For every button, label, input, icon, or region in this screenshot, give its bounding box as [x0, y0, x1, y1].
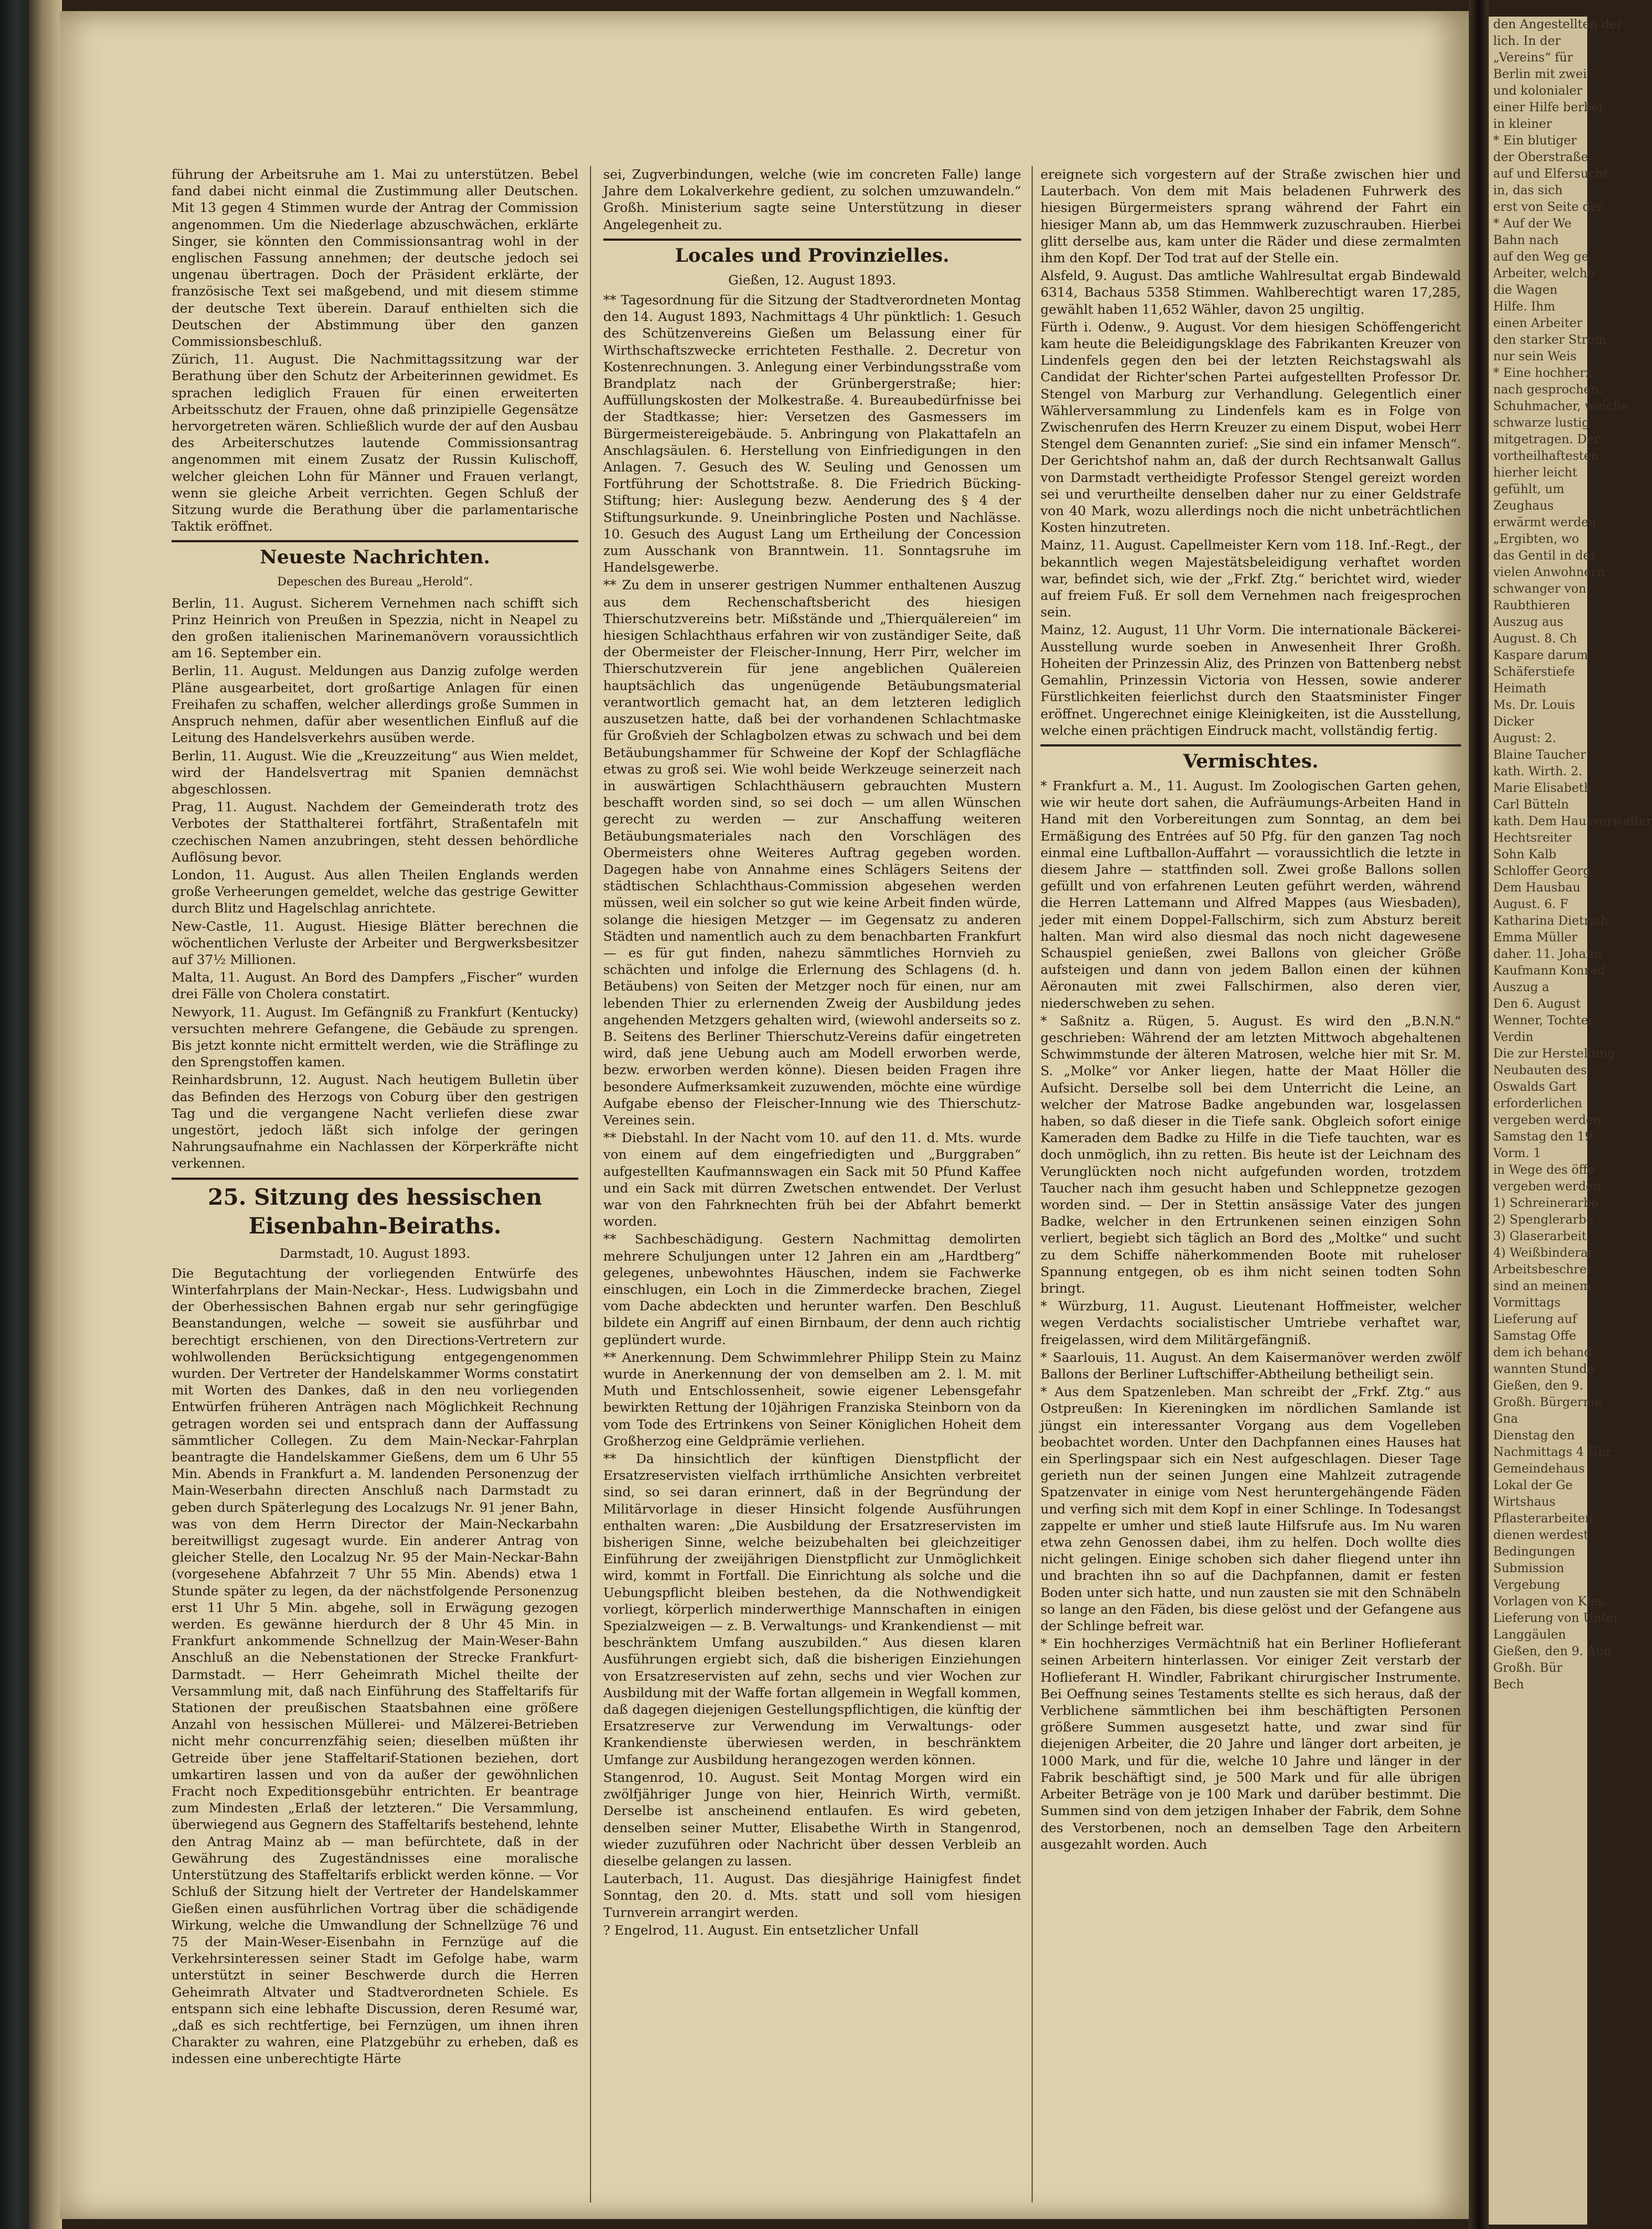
facing-page-line: in, das sich [1493, 184, 1563, 198]
facing-page-line: schwarze lustig [1493, 416, 1590, 430]
facing-page-line: „Ergibten, wo [1493, 532, 1580, 546]
facing-page-line: „Vereins“ für [1493, 51, 1573, 65]
facing-page-line: Auszug aus [1493, 615, 1563, 629]
facing-page-fragment [1489, 17, 1652, 2225]
facing-page-line: Vorm. 1 [1493, 1147, 1541, 1160]
facing-page-line: der Oberstraße [1493, 151, 1588, 164]
facing-page-line: erst von Seite der [1493, 200, 1604, 214]
local-item: ? Engelrod, 11. August. Ein entsetzlicher Unfall [603, 1922, 919, 1938]
facing-page-line: Lieferung auf [1493, 1313, 1577, 1326]
facing-page-line: mitgetragen. Der [1493, 433, 1600, 447]
section-rule [172, 1178, 578, 1180]
facing-page-line: in kleiner [1493, 117, 1552, 131]
local-item: ** Anerkennung. Dem Schwimmlehrer Philipp Stein zu Mainz wurde in Anerkennung der von demselben am 2. l. M. mit Muth und Entschlossenheit, sowie eigener Lebensgefahr bewirkten Rettung der 10jährigen Franziska Steinborn von da vom Tode des Ertrinkens von Seiner Königlichen Hoheit dem Großherzog eine Geldprämie verliehen. [603, 1349, 1021, 1449]
facing-page-line: vortheilhaftesten [1493, 449, 1599, 463]
facing-page-line: Großh. Bürgerme [1493, 1396, 1602, 1409]
facing-page-line: erwärmt werden [1493, 516, 1597, 530]
facing-page-line: Vorlagen von Kies [1493, 1595, 1604, 1609]
facing-page-line: 2) Spenglerarbe [1493, 1213, 1594, 1227]
section-heading-eisenbahn-beirath: 25. Sitzung des hessischen Eisenbahn-Beiraths. [208, 1184, 542, 1239]
facing-page-line: vergeben werden. [1493, 1113, 1605, 1127]
regional-item: Mainz, 11. August. Capellmeister Kern vom 118. Inf.-Regt., der bekanntlich wegen Majestätsbeleidigung verhaftet worden war, befindet sich, wie der „Frkf. Ztg.“ berichtet wird, wieder auf freiem Fuß. Er soll dem Vernehmen nach freigesprochen sein. [1040, 537, 1461, 620]
article-continuation: ereignete sich vorgestern auf der Straße zwischen hier und Lauterbach. Von dem mit Mais beladenen Fuhrwerk des hiesigen Bürgermeisters sprang während der Fahrt ein hiesiger Mann ab, um das Hemmwerk zuzuschrauben. Hierbei glitt derselbe aus, kam unter die Räder und diese zermalmten ihm den Kopf. Der Tod trat auf der Stelle ein. [1040, 167, 1461, 266]
facing-page-line: Hilfe. Ihm [1493, 300, 1556, 314]
page-edge-stack [29, 0, 62, 2229]
facing-page-line: Kaufmann Konrad [1493, 964, 1606, 978]
facing-page-line: Lokal der Ge [1493, 1479, 1573, 1492]
news-item: Berlin, 11. August. Sicherem Vernehmen nach schifft sich Prinz Heinrich von Preußen in Spezzia, nicht in Neapel zu den großen italienischen Marinemanövern voraussichtlich am 16. September ein. [172, 595, 578, 661]
news-item: Reinhardsbrunn, 12. August. Nach heutigem Bulletin über das Befinden des Herzogs von Coburg über den gestrigen Tag und die vergangene Nacht verliefen diese zwar ungestört, jedoch läßt sich infolge der geringen Nahrungsaufnahme ein Nachlassen der Körperkräfte nicht verkennen. [172, 1072, 578, 1171]
facing-page-line: Bahn nach [1493, 234, 1559, 247]
misc-item: * Aus dem Spatzenleben. Man schreibt der „Frkf. Ztg.“ aus Ostpreußen: In Kiereningken im nördlichen Samlande ist jüngst ein interessanter Vorgang aus dem Vogelleben beobachtet worden. Unter den Dachpfannen eines Hauses hat ein Sperlingspaar sich ein Nest aufgeschlagen. Dieser Tage gerieth nun der seinen Jungen eine Mahlzeit zutragende Spatzenvater in einige vom Nest heruntergehängende Fäden und verfing sich mit dem Kopf in einer Schlinge. In Todesangst zappelte er umher und stieß laute Hilfsrufe aus. Im Nu waren etwa zehn Genossen dabei, ihm zu helfen. Doch wollte dies nicht gelingen. Einige schoben sich daher fliegend unter ihn und brachten ihn so auf die Dachpfannen, damit er festen Boden unter sich hatte, und nun zausten sie mit den Schnäbeln so lange an den Fäden, bis diese gelöst und der Gefangene aus der Schlinge befreit war. [1040, 1384, 1461, 1634]
facing-page-line: 1) Schreinerarbe [1493, 1196, 1599, 1210]
facing-page-line: Arbeitsbeschrei [1493, 1263, 1591, 1277]
facing-page-line: Zeughaus [1493, 499, 1554, 513]
book-gutter [1469, 0, 1489, 2229]
facing-page-line: 3) Glaserarbeit [1493, 1230, 1587, 1243]
facing-page-line: Vergebung [1493, 1578, 1561, 1592]
facing-page-line: sind an meinem [1493, 1279, 1591, 1293]
facing-page-line: Blaine Taucher [1493, 748, 1586, 762]
local-item: ** Tagesordnung für die Sitzung der Stadtverordneten Montag den 14. August 1893, Nachmittags 4 Uhr pünktlich: 1. Gesuch des Schützenvereins Gießen um Belassung einer für Wirthschaftszwecke errichteten Festhalle. 2. Decretur von Kostenrechnungen. 3. Anlegung einer Verbindungsstraße vom Brandplatz nach der Grünbergerstraße; hier: Auffüllungskosten der Molkestraße. 4. Bureaubedürfnisse bei der Stadtkasse; hier: Versetzen des Gasmessers im Bürgermeistereigebäude. 5. Anbringung von Plakattafeln an Anschlagsäulen. 6. Herstellung von Einfriedigungen in den Anlagen. 7. Gesuch des W. Seuling und Genossen um Fortführung der Schottstraße. 8. Die Friedrich Bücking-Stiftung; hier: Auslegung bezw. Aenderung des § 4 der Stiftungsurkunde. 9. Uneinbringliche Posten und Nachlässe. 10. Gesuch des August Lang um Ertheilung der Concession zum Ausschank von Branntwein. 11. Sonntagsruhe im Handelsgewerbe. [603, 292, 1021, 576]
facing-page-line: Berlin mit zwei [1493, 68, 1587, 81]
facing-page-line: Den 6. August [1493, 997, 1581, 1011]
column-1 [172, 166, 578, 2069]
facing-page-line: Großh. Bür [1493, 1661, 1563, 1675]
facing-page-line: die Wagen [1493, 283, 1558, 297]
facing-page-line: den Angestellten der [1493, 18, 1623, 32]
section-heading-vermischtes: Vermischtes. [1183, 750, 1319, 773]
misc-item: * Saßnitz a. Rügen, 5. August. Es wird den „B.N.N.“ geschrieben: Während der am letzten Mittwoch abgehaltenen Schwimmstunde der älteren Matrosen, welche hier mit Sr. M. S. „Molke“ vor Anker liegen, hatte der Maat Höller die Aufsicht. Derselbe soll bei dem Unterricht die Leine, an welcher der Matrose Badke angebunden war, losgelassen haben, so daß dieser in die Tiefe sank. Obgleich sofort einige Kameraden dem Badke zu Hilfe in die Tiefe tauchten, war es doch unmöglich, ihn zu retten. Bis heute ist der Leichnam des Verunglückten noch nicht aufgefunden worden, trotzdem Taucher nach ihm gesucht haben und Schleppnetze gezogen worden sind. — Der in Stettin ansässige Vater des jungen Badke, welcher in den Ertrunkenen seinen einzigen Sohn verliert, begiebt sich täglich an Bord des „Moltke“ und sucht zu dem Schiffe näherkommenden Boote mit ruheloser Spannung entgegen, ob es ihm nicht seinen todten Sohn bringt. [1040, 1013, 1461, 1296]
local-item: ** Da hinsichtlich der künftigen Dienstpflicht der Ersatzreservisten vielfach irrthümliche Ansichten verbreitet sind, so sei daran erinnert, daß in der Begründung der Militärvorlage in dieser Hinsicht folgende Ausführungen enthalten waren: „Die Ausbildung der Ersatzreservisten im bisherigen Sinne, welche beizubehalten bei gleichzeitiger Einführung der zweijährigen Dienstpflicht zur Unmöglichkeit wird, kommt in Fortfall. Die Einrichtung als solche und die Uebungspflicht bleiben bestehen, da die Nothwendigkeit vorliegt, körperlich minderwerthige Mannschaften in einigen Spezialzweigen — z. B. Verwaltungs- und Krankendienst — mit beschränktem Umfang auszubilden.“ Aus diesen klaren Ausführungen ergiebt sich, daß die bisherigen Einziehungen von Ersatzreservisten auf zehn, sechs und vier Wochen zur Ausbildung mit der Waffe fortan allgemein in Wegfall kommen, daß dagegen diejenigen Gestellungspflichtigen, die künftig der Ersatzreserve zur Verwendung im Verwaltungs- oder Krankendienste überwiesen werden, in beschränktem Umfange zur Ausbildung herangezogen werden können. [603, 1451, 1021, 1767]
facing-page-line: nach gesprochen: [1493, 383, 1603, 397]
facing-page-line: Gna [1493, 1412, 1518, 1426]
facing-page-line: wannten Stunde [1493, 1362, 1594, 1376]
facing-page-line: kath. Wirth. 2. [1493, 765, 1583, 779]
facing-page-line: August: 2. [1493, 732, 1556, 745]
facing-page-line: Auszug a [1493, 981, 1550, 994]
misc-item: * Frankfurt a. M., 11. August. Im Zoologischen Garten gehen, wie wir heute dort sahen, die Aufräumungs-Arbeiten Hand in Hand mit den Vorbereitungen zum Sonntag, an dem bei Ermäßigung des Entrées auf 50 Pfg. für den ganzen Tag noch einmal eine Luftballon-Auffahrt — voraussichtlich die letzte in diesem Jahre — stattfinden soll. Zwei große Ballons sollen gefüllt und von erfahrenen Leuten geführt werden, während die Herren Lattemann und Alfred Mappes (aus Wiesbaden), jeder mit einem Doppel-Fallschirm, sich zum Absturz bereit halten. Man wird also diesmal das noch nicht dagewesene Schauspiel genießen, zwei Ballons von gleicher Größe aufsteigen und dann von jedem Ballon einen der kühnen Aëronauten mit zwei Fallschirmen, also deren vier, niederschweben zu sehen. [1040, 777, 1461, 1011]
facing-page-line: Carl Bütteln [1493, 798, 1569, 812]
news-item: New-Castle, 11. August. Hiesige Blätter berechnen die wöchentlichen Verluste der Arbeiter und Bergwerksbesitzer auf 37½ Millionen. [172, 918, 578, 967]
dateline: Gießen, 12. August 1893. [728, 272, 897, 288]
congress-continuation: führung der Arbeitsruhe am 1. Mai zu unterstützen. Bebel fand dabei nicht einmal die Zustimmung aller Deutschen. Mit 13 gegen 4 Stimmen wurde der Antrag der Commission angenommen. Um die Niederlage abzuschwächen, erklärte Singer, sie könnten den Commissionsantrag wohl in der englischen Fassung annehmen; der deutsche jedoch sei ungenau übertragen. Doch der Präsident erklärte, der französische Text sei maßgebend, und mit diesem stimme der deutsche Text überein. Darauf enthielten sich die Deutschen der Abstimmung über den ganzen Commissionsbeschluß. [172, 167, 578, 350]
section-rule [603, 239, 1021, 241]
facing-page-line: Kaspare darum [1493, 649, 1588, 662]
regional-item: Mainz, 12. August, 11 Uhr Vorm. Die internationale Bäckerei-Ausstellung wurde soeben in Anwesenheit Ihrer Großh. Hoheiten der Prinzessin Aliz, des Prinzen von Battenberg nebst Gemahlin, Prinzessin Victoria von Hessen, sowie anderer Fürstlichkeiten feierlichst durch den Staatsminister Finger eröffnet. Ungerechnet einige Kleinigkeiten, ist die Ausstellung, welche einen prächtigen Eindruck macht, vollständig fertig. [1040, 622, 1461, 738]
facing-page-line: Ms. Dr. Louis [1493, 698, 1575, 712]
facing-page-line: Pflasterarbeiten [1493, 1512, 1593, 1526]
facing-page-line: Schloffer Georg [1493, 864, 1591, 878]
facing-page-line: * Ein blutiger [1493, 134, 1577, 148]
facing-page-line: Katharina Dietrich [1493, 914, 1609, 928]
regional-item: Fürth i. Odenw., 9. August. Vor dem hiesigen Schöffengericht kam heute die Beleidigungsklage des Fabrikanten Kreuzer von Lindenfels gegen den bei der letzten Reichstagswahl als Candidat der Richter'schen Partei aufgestellten Professor Dr. Stengel von Marburg zur Verhandlung. Gelegentlich einer Wählerversammlung zu Lindenfels kam es in Folge von Zwischenrufen des Herrn Kreuzer zu einem Disput, wobei Herr Stengel dem Genannten zurief: „Sie sind ein infamer Mensch“. Der Gerichtshof nahm an, daß der durch Rechtsanwalt Gallus von Darmstadt vertheidigte Professor Stengel gereizt worden sei und verurtheilte denselben daher nur zu einer Geldstrafe von 40 Mark, wozu allerdings noch die nicht unbeträchtlichen Kosten hinzutreten. [1040, 319, 1461, 536]
article-continuation: sei, Zugverbindungen, welche (wie im concreten Falle) lange Jahre dem Lokalverkehre gedient, zu solchen umzuwandeln.“ Großh. Ministerium sagte seine Unterstützung in dieser Angelegenheit zu. [603, 167, 1021, 232]
facing-page-line: Wirtshaus [1493, 1495, 1556, 1509]
section-heading-locales: Locales und Provinzielles. [675, 244, 950, 267]
facing-page-line: Neubauten des [1493, 1064, 1587, 1077]
facing-page-line: das Gentil in der [1493, 549, 1596, 563]
facing-page-line: daher. 11. Johann [1493, 947, 1602, 961]
facing-page-line: kath. Dem Hausverwalter [1493, 815, 1652, 828]
facing-page-line: August. 6. F [1493, 898, 1568, 911]
facing-page-line: vergeben werden. [1493, 1180, 1605, 1194]
facing-page-line: Emma Müller [1493, 931, 1578, 945]
column-rule-1 [590, 166, 591, 2202]
facing-page-line: 4) Weißbinderar [1493, 1246, 1594, 1260]
facing-page-line: Bech [1493, 1678, 1524, 1692]
facing-page-line: Vormittags [1493, 1296, 1561, 1310]
facing-page-line: dem ich behand [1493, 1346, 1592, 1360]
column-rule-2 [1032, 166, 1033, 2202]
facing-page-line: Oswalds Gart [1493, 1080, 1577, 1094]
facing-page-line: Raubthieren [1493, 599, 1571, 613]
section-rule [172, 540, 578, 542]
facing-page-line: Gießen, den 9. Aug [1493, 1645, 1612, 1658]
facing-page-line: Wenner, Tochter [1493, 1014, 1594, 1028]
facing-page-line: August. 8. Ch [1493, 632, 1577, 646]
facing-page-line: nur sein Weis [1493, 350, 1577, 364]
facing-page-line: Sohn Kalb [1493, 848, 1557, 862]
facing-page-line: und kolonialer [1493, 84, 1583, 98]
facing-page-line: auf und Elfersucht [1493, 167, 1608, 181]
facing-page-line: vielen Anwohnern [1493, 566, 1605, 579]
news-item-zurich: Zürich, 11. August. Die Nachmittagssitzung war der Berathung über den Schutz der Arbeiterinnen gewidmet. Es sprachen lediglich Frauen für einen erweiterten Arbeitsschutz der Frauen, ohne daß prinzipielle Gegensätze hervorgetreten wären. Schließlich wurde der auf den Ausbau des Arbeiterschutzes lautende Commissionsantrag angenommen mit einem Zusatz der Russin Kulischoff, welcher gleichen Lohn für Männer und Frauen verlangt, wenn sie gleiche Arbeit verrichten. Gegen Schluß der Sitzung wurde die Berathung über die parlamentarische Taktik eröffnet. [172, 351, 578, 535]
facing-page-line: Arbeiter, welche [1493, 267, 1594, 281]
facing-page-line: gefühlt, um [1493, 483, 1565, 496]
facing-page-line: hierher leicht [1493, 466, 1577, 480]
facing-page-line: schwanger von [1493, 582, 1587, 596]
facing-page-line: Nachmittags 4 Uhr [1493, 1445, 1612, 1459]
facing-page-line: Lieferung von Unter [1493, 1611, 1619, 1625]
local-item: ** Diebstahl. In der Nacht vom 10. auf den 11. d. Mts. wurde von einem auf dem eingefriedigten und „Burggraben“ aufgestellten Kaufmannswagen ein Sack mit 50 Pfund Kaffee und ein Sack mit dürren Zwetschen entwendet. Der Verlust war von den Fahrknechten früh bei der Abfahrt bemerkt worden. [603, 1130, 1021, 1230]
facing-page-line: Gemeindehaus [1493, 1462, 1585, 1476]
facing-page-line: Bedingungen [1493, 1545, 1576, 1559]
facing-page-line: den starker Strom [1493, 333, 1607, 347]
facing-page-line: Gießen, den 9. [1493, 1379, 1583, 1393]
book-binding [0, 0, 29, 2229]
misc-item: * Ein hochherziges Vermächtniß hat ein Berliner Hoflieferant seinen Arbeitern hinterlassen. Vor einiger Zeit verstarb der Hoflieferant H. Windler, Fabrikant chirurgischer Instrumente. Bei Oeffnung seines Testaments stellte es sich heraus, daß der Verblichene sämmtlichen bei ihm beschäftigten Personen größere Summen ausgesetzt hatte, und zwar sind für diejenigen Arbeiter, die 20 Jahre und länger dort arbeiten, je 1000 Mark, und für die, welche 10 Jahre und länger in der Fabrik beschäftigt sind, je 500 Mark und für alle übrigen Arbeiter Beträge von je 100 Mark und darüber bestimmt. Die Summen sind von dem jetzigen Inhaber der Fabrik, dem Sohne des Verstorbenen, noch an demselben Tage den Arbeitern ausgezahlt worden. Auch [1040, 1636, 1461, 1852]
facing-page-line: Samstag den 19 [1493, 1130, 1593, 1144]
facing-page-line: Dem Hausbau [1493, 881, 1581, 895]
facing-page-line: Schäferstiefe [1493, 665, 1575, 679]
facing-page-line: auf den Weg ge [1493, 250, 1589, 264]
section-subheading-depeschen: Depeschen des Bureau „Herold“. [277, 575, 473, 589]
local-item: ** Sachbeschädigung. Gestern Nachmittag demolirten mehrere Schuljungen unter 12 Jahren ein am „Hardtberg“ gelegenes, unbewohntes Häuschen, indem sie Fachwerke einschlugen, ein Loch in die Zimmerdecke brachen, Ziegel vom Dache abdeckten und herunter warfen. Den Beschluß bildete ein Angriff auf einen Birnbaum, der denn auch richtig geplündert wurde. [603, 1231, 1021, 1347]
facing-page-line: * Auf der We [1493, 217, 1572, 231]
facing-page-line: Hechtsreiter [1493, 831, 1572, 845]
news-item: Berlin, 11. August. Wie die „Kreuzzeitung“ aus Wien meldet, wird der Handelsvertrag mit Spanien demnächst abgeschlossen. [172, 748, 578, 797]
facing-page-line: lich. In der [1493, 34, 1561, 48]
section-heading-neueste-nachrichten: Neueste Nachrichten. [260, 546, 490, 569]
facing-page-line: Heimath [1493, 682, 1547, 696]
local-item: ** Zu dem in unserer gestrigen Nummer enthaltenen Auszug aus dem Rechenschaftsbericht des hiesigen Thierschutzvereins betr. Mißstände und „Thierquälereien“ im hiesigen Schlachthaus erfahren wir von zuständiger Seite, daß der Obermeister der Fleischer-Innung, Herr Pirr, welcher im Thierschutzverein für jene angeblichen Quälereien hauptsächlich das ungenügende Betäubungsmaterial verantwortlich gemacht hat, an dem letzteren lediglich auszusetzen hatte, daß bei der vorhandenen Schlachtmaske für Großvieh der Schlagbolzen etwas zu schwach und bei dem Betäubungshammer für Schweine der Kopf der Schlagfläche etwas zu groß sei. Wie wohl beide Werkzeuge seinerzeit nach in auswärtigen Schlachthäusern gebrauchten Mustern beschafft worden sind, so sei doch — um allen Wünschen gerecht zu werden — zur Anschaffung weiteren Betäubungsmateriales nach den Vorschlägen des Obermeisters ohne Weiteres Auftrag gegeben worden. Dagegen habe von Annahme eines Schlägers Seitens der städtischen Schlachthaus-Commission abgesehen werden müssen, weil ein solcher so gut wie keine Arbeit finden würde, solange die hiesigen Metzger — im Gegensatz zu anderen Städten und namentlich auch zu dem benachbarten Frankfurt — es für gut finden, nahezu sämmtliches Hornvieh zu schächten und infolge die Erlernung des Schlagens (d. h. Betäubens) von Seiten der Metzger noch für einen, nur am lebenden Thier zu erlernenden Zweig der Ausbildung jedes angehenden Metzgers gehalten wird, (wiewohl anderseits so z. B. Seitens des Berliner Thierschutz-Vereins dafür eingetreten wird, daß jene Uebung auch am Modell erworben werde, bezw. erworben werden könne). Diesen beiden Fragen ihre besondere Aufmerksamkeit zuzuwenden, möchte eine würdige Aufgabe ebenso der Fleischer-Innung wie des Thierschutz-Vereines sein. [603, 577, 1021, 1128]
facing-page-line: Samstag Offe [1493, 1329, 1577, 1343]
misc-item: * Würzburg, 11. August. Lieutenant Hoffmeister, welcher wegen Verdachts socialistischer Umtriebe verhaftet war, freigelassen, wird dem Militärgefängniß. [1040, 1298, 1461, 1347]
section-rule [1040, 744, 1461, 747]
facing-page-line: Submission [1493, 1562, 1565, 1575]
regional-item: Alsfeld, 9. August. Das amtliche Wahlresultat ergab Bindewald 6314, Bachaus 5358 Stimmen. Wahlberechtigt waren 17,285, gewählt haben 11,652 Wähler, davon 25 ungiltig. [1040, 268, 1461, 317]
news-item: London, 11. August. Aus allen Theilen Englands werden große Verheerungen gemeldet, welche das gestrige Gewitter durch Blitz und Hagelschlag anrichtete. [172, 867, 578, 916]
facing-page-line: Marie Elisabeth [1493, 781, 1592, 795]
facing-page-line: Langgäulen [1493, 1628, 1566, 1642]
facing-page-line: in Wege des öffe [1493, 1163, 1595, 1177]
facing-page-line: einen Arbeiter [1493, 317, 1583, 330]
facing-page-line: Dienstag den [1493, 1429, 1575, 1443]
facing-page-line: erforderlichen [1493, 1097, 1582, 1111]
news-item: Prag, 11. August. Nachdem der Gemeinderath trotz des Verbotes der Statthalterei fortfährt, Straßentafeln mit czechischen Namen anzubringen, steht dessen behördliche Auflösung bevor. [172, 799, 578, 865]
column-2 [603, 166, 1021, 1940]
article-body: Die Begutachtung der vorliegenden Entwürfe des Winterfahrplans der Main-Neckar-, Hess. Ludwigsbahn und der Oberhessischen Bahnen ergab nur sehr geringfügige Beanstandungen, welche — soweit sie ausführbar und berechtigt erschienen, von den Directions-Vertretern zur wohlwollenden Berücksichtigung entgegengenommen wurden. Der Vertreter der Handelskammer Worms constatirt mit Worten des Dankes, daß in den neu vorliegenden Entwürfen früheren Anträgen nach Möglichkeit Rechnung getragen worden sei und entsprach dann der Auffassung sämmtlicher Collegen. Zu dem Main-Neckar-Fahrplan beantragte die Handelskammer Gießens, dem um 6 Uhr 55 Min. Abends in Frankfurt a. M. landenden Personenzug der Main-Weserbahn directen Anschluß nach Darmstadt zu geben durch Späterlegung des Localzugs Nr. 91 jener Bahn, was von dem Herrn Director der Main-Neckarbahn bereitwilligst zugesagt wurde. Ein anderer Antrag von gleicher Stelle, den Localzug Nr. 95 der Main-Neckar-Bahn (vorgesehene Abfahrzeit 7 Uhr 55 Min. Abends) etwa 1 Stunde später zu legen, da der nächstfolgende Personenzug erst 11 Uhr 5 Min. abgehe, soll in Erwägung gezogen werden. Es gewänne hierdurch der 8 Uhr 45 Min. in Frankfurt ankommende Schnellzug der Main-Weser-Bahn Anschluß an die Nebenstationen der Strecke Frankfurt-Darmstadt. — Herr Geheimrath Michel theilte der Versammlung mit, daß nach Einführung des Staffeltarifs für Stationen der preußischen Staatsbahnen eine größere Anzahl von hessischen Müllerei- und Mälzerei-Betrieben nicht mehr concurrenzfähig seien; dieselben müßten ihr Getreide über jene Staffeltarif-Stationen beziehen, dort umkartiren lassen und von da außer der gewöhnlichen Fracht noch Expeditionsgebühr entrichten. Er beantrage zum Mindesten „Erlaß der letzteren.“ Die Versammlung, überwiegend aus Gegnern des Staffeltarifs bestehend, lehnte den Antrag Mainz ab — man befürchtete, daß in der Gewährung des Zugeständnisses eine moralische Unterstützung des Staffeltarifs erblickt werden könne. — Vor Schluß der Sitzung hielt der Vertreter der Handelskammer Gießen einen ausführlichen Vortrag über die schädigende Wirkung, welche die Umwandlung der Schnellzüge 76 und 75 der Main-Weser-Eisenbahn in Fernzüge auf die Verkehrsinteressen seiner Stadt im Gefolge habe, warm unterstützt in seiner Beschwerde durch die Herren Geheimrath Altvater und Stadtverordneten Schiele. Es entspann sich eine lebhafte Discussion, deren Resumé war, „daß es sich rechtfertige, bei Fernzügen, um ihnen ihren Charakter zu wahren, eine Platzgebühr zu erheben, daß es indessen eine unberechtigte Härte [172, 1265, 578, 2067]
dateline: Darmstadt, 10. August 1893. [279, 1245, 470, 1261]
facing-page-line: dienen werdest [1493, 1528, 1589, 1542]
facing-page-line: Dicker [1493, 715, 1534, 729]
facing-page-line: einer Hilfe berbei [1493, 101, 1603, 115]
misc-item: * Saarlouis, 11. August. An dem Kaisermanöver werden zwölf Ballons der Berliner Luftschiffer-Abtheilung betheiligt sein. [1040, 1349, 1461, 1382]
facing-page-line: Die zur Herstellung [1493, 1047, 1615, 1061]
news-item: Newyork, 11. August. Im Gefängniß zu Frankfurt (Kentucky) versuchten mehrere Gefangene, die Gebäude zu sprengen. Bis jetzt konnte nicht ermittelt werden, wie die Sträflinge zu den Sprengstoffen kamen. [172, 1004, 578, 1070]
facing-page-line: * Eine hochherz [1493, 366, 1592, 380]
facing-page-line: Schuhmacher, weiche [1493, 400, 1628, 413]
local-item: Lauterbach, 11. August. Das diesjährige Hainigfest findet Sonntag, den 20. d. Mts. statt und soll vom hiesigen Turnverein arrangirt werden. [603, 1871, 1021, 1920]
news-item: Berlin, 11. August. Meldungen aus Danzig zufolge werden Pläne ausgearbeitet, dort großartige Anlagen für einen Freihafen zu schaffen, welcher allerdings große Summen in Anspruch nehmen, dafür aber wesentlichen Einfluß auf die Leitung des Handelsverkehrs ausüben werde. [172, 663, 578, 746]
facing-page-line: Verdin [1493, 1030, 1534, 1044]
news-item: Malta, 11. August. An Bord des Dampfers „Fischer“ wurden drei Fälle von Cholera constatirt. [172, 970, 578, 1002]
column-3 [1040, 166, 1461, 1854]
local-item: Stangenrod, 10. August. Seit Montag Morgen wird ein zwölfjähriger Junge von hier, Heinrich Wirth, vermißt. Derselbe ist anscheinend entlaufen. Es wird gebeten, denselben seiner Mutter, Elisabethe Wirth in Stangenrod, wieder zuzuführen oder Nachricht über dessen Verbleib an dieselbe gelangen zu lassen. [603, 1769, 1021, 1869]
